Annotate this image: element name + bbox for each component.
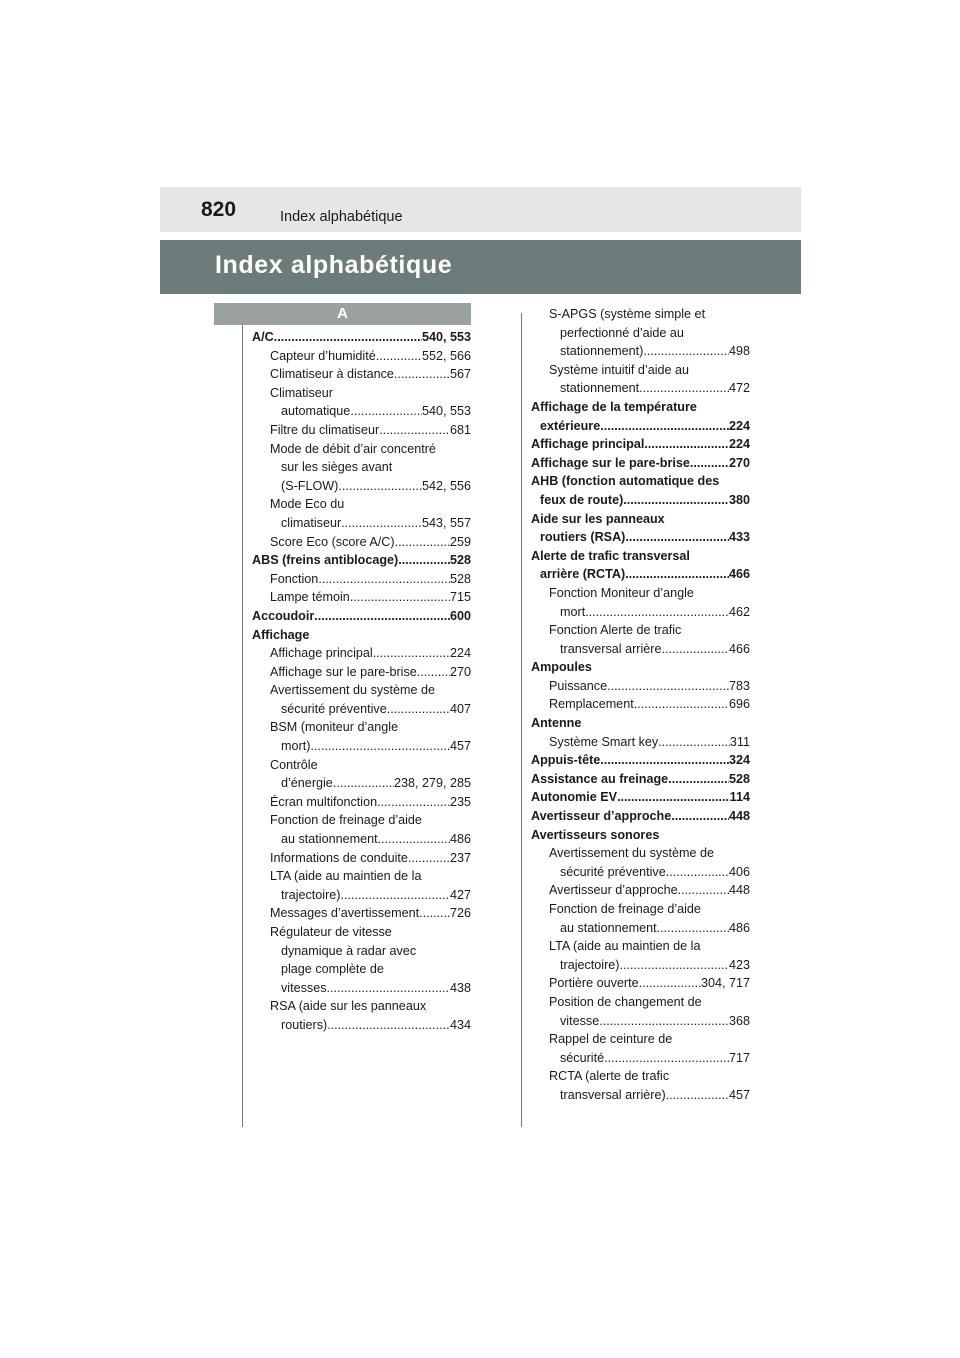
dot-leader [620, 956, 729, 975]
dot-leader [376, 347, 422, 366]
index-entry-main [252, 551, 471, 570]
index-entry-sub [252, 402, 471, 421]
entry-term: Climatiseur [270, 385, 333, 400]
index-entry-sub [531, 361, 750, 380]
entry-page-ref: 457 [449, 739, 471, 754]
index-entry-sub [531, 305, 750, 324]
index-column-right [531, 305, 750, 1105]
entry-term: Fonction [270, 571, 319, 586]
index-entry-sub [252, 495, 471, 514]
entry-term: Puissance [549, 678, 608, 693]
dot-leader [377, 793, 450, 812]
entry-page-ref: 726 [449, 906, 471, 921]
index-entry-sub [252, 365, 471, 384]
index-entry-sub [252, 830, 471, 849]
entry-page-ref: 715 [449, 590, 471, 605]
entry-page-ref: 448 [728, 809, 750, 824]
dot-leader [378, 830, 450, 849]
entry-page-ref: 528 [728, 771, 750, 786]
index-entry-main [531, 510, 750, 529]
entry-page-ref: 466 [728, 567, 750, 582]
entry-term: trajectoire) [560, 957, 620, 972]
dot-leader [599, 1012, 729, 1031]
index-entry-main [531, 658, 750, 677]
letter-heading: A [214, 303, 471, 325]
header-section-title: Index alphabétique [280, 209, 403, 225]
entry-term: ABS (freins antiblocage) [252, 553, 399, 568]
page-title: Index alphabétique [215, 251, 453, 279]
entry-term: Portière ouverte [549, 976, 639, 991]
entry-term: Fonction de freinage d’aide [549, 902, 701, 916]
entry-term: Avertissement du système de [270, 683, 435, 698]
entry-page-ref: 783 [728, 678, 750, 693]
entry-page-ref: 457 [728, 1087, 750, 1102]
entry-term: sécurité préventive [560, 864, 666, 879]
entry-term: Affichage de la température [531, 399, 697, 414]
dot-leader [625, 565, 729, 584]
dot-leader [327, 1016, 450, 1035]
dot-leader [690, 454, 729, 473]
index-entry-sub [531, 621, 750, 640]
index-entry-sub [252, 644, 471, 663]
entry-page-ref: 486 [728, 920, 750, 935]
dot-leader [387, 700, 450, 719]
entry-term: routiers) [281, 1017, 328, 1032]
entry-term: sécurité préventive [281, 701, 387, 716]
index-entry-sub [531, 956, 750, 975]
dot-leader [600, 417, 729, 436]
entry-page-ref: 448 [728, 883, 750, 898]
index-entry-sub [531, 324, 750, 343]
entry-term: Avertisseurs sonores [531, 827, 660, 842]
index-entry-sub [252, 793, 471, 812]
dot-leader [341, 514, 422, 533]
column-divider-right [521, 313, 522, 1127]
dot-leader [644, 435, 729, 454]
entry-term: perfectionné d’aide au [560, 325, 684, 340]
dot-leader [661, 640, 729, 659]
index-entry-main [531, 565, 750, 584]
entry-page-ref: 540, 553 [421, 404, 471, 419]
entry-term: mort) [281, 739, 311, 754]
index-entry-main [531, 770, 750, 789]
entry-term: Système Smart key [549, 734, 659, 749]
index-entry-sub [252, 997, 471, 1016]
index-entry-sub [531, 993, 750, 1012]
dot-leader [318, 570, 450, 589]
entry-page-ref: 540, 553 [421, 330, 471, 344]
entry-page-ref: 368 [728, 1013, 750, 1028]
entry-term: Système intuitif d’aide au [549, 362, 690, 377]
entry-term: Affichage [252, 627, 310, 642]
index-entry-sub [252, 700, 471, 719]
dot-leader [314, 607, 450, 626]
entry-term: Position de changement de [549, 994, 702, 1009]
entry-term: trajectoire) [281, 887, 341, 902]
entry-term: Lampe témoin [270, 590, 350, 605]
entry-term: Fonction Moniteur d’angle [549, 585, 694, 600]
entry-page-ref: 238, 279, 285 [393, 776, 471, 791]
dot-leader [327, 979, 450, 998]
entry-term: Autonomie EV [531, 790, 618, 805]
entry-term: S-APGS (système simple et [549, 307, 706, 321]
dot-leader [639, 379, 729, 398]
index-column-left [252, 328, 471, 1035]
index-entry-sub [531, 1049, 750, 1068]
index-entry-sub [252, 904, 471, 923]
dot-leader [379, 421, 450, 440]
index-entry-sub [252, 849, 471, 868]
index-entry-sub [252, 533, 471, 552]
entry-term: routiers (RSA) [540, 530, 626, 545]
entry-page-ref: 528 [449, 553, 471, 568]
entry-page-ref: 543, 557 [421, 515, 471, 530]
entry-term: Messages d’avertissement [270, 906, 420, 921]
index-entry-sub [531, 974, 750, 993]
entry-term: Filtre du climatiseur [270, 422, 380, 437]
dot-leader [398, 551, 450, 570]
dot-leader [671, 807, 729, 826]
index-entry-sub [531, 695, 750, 714]
entry-term: Climatiseur à distance [270, 367, 394, 382]
index-entry-sub [252, 681, 471, 700]
index-entry-sub [531, 584, 750, 603]
dot-leader [617, 788, 730, 807]
entry-page-ref: 466 [728, 641, 750, 656]
entry-page-ref: 552, 566 [421, 348, 471, 363]
index-entry-sub [252, 663, 471, 682]
entry-page-ref: 696 [728, 697, 750, 712]
dot-leader [417, 663, 450, 682]
index-entry-sub [252, 570, 471, 589]
entry-page-ref: 224 [728, 418, 750, 433]
index-entry-main [531, 417, 750, 436]
index-entry-sub [252, 774, 471, 793]
index-entry-sub [252, 756, 471, 775]
index-entry-sub [252, 514, 471, 533]
index-entry-main [252, 328, 471, 347]
entry-term: stationnement [560, 381, 640, 396]
entry-page-ref: 438 [449, 980, 471, 995]
entry-term: transversal arrière) [560, 1087, 666, 1102]
entry-page-ref: 311 [729, 734, 750, 749]
entry-page-ref: 224 [728, 437, 750, 452]
entry-term: Avertisseur d’approche [549, 883, 678, 898]
dot-leader [607, 677, 729, 696]
entry-term: Informations de conduite [270, 850, 408, 865]
index-entry-main [531, 714, 750, 733]
dot-leader [394, 365, 450, 384]
entry-page-ref: 472 [728, 381, 750, 396]
entry-page-ref: 528 [449, 571, 471, 586]
entry-page-ref: 567 [449, 367, 471, 382]
index-entry-sub [531, 1030, 750, 1049]
entry-term: Accoudoir [252, 608, 315, 623]
index-entry-main [252, 607, 471, 626]
dot-leader [625, 528, 729, 547]
entry-term: Écran multifonction [270, 794, 378, 809]
entry-page-ref: 486 [449, 832, 471, 847]
entry-page-ref: 406 [728, 864, 750, 879]
dot-leader [657, 919, 729, 938]
entry-term: Score Eco (score A/C) [270, 534, 395, 549]
index-entry-sub [531, 863, 750, 882]
index-entry-sub [531, 881, 750, 900]
index-entry-sub [252, 811, 471, 830]
index-entry-sub [531, 937, 750, 956]
page-number: 820 [201, 198, 237, 221]
entry-term: transversal arrière [560, 641, 662, 656]
entry-page-ref: 498 [728, 344, 750, 359]
entry-page-ref: 270 [449, 664, 471, 679]
entry-page-ref: 224 [449, 646, 471, 661]
dot-leader [408, 849, 450, 868]
entry-term: Régulateur de vitesse [270, 925, 392, 939]
entry-term: au stationnement [560, 920, 657, 935]
index-entry-sub [531, 844, 750, 863]
entry-term: stationnement) [560, 344, 644, 359]
entry-term: Aide sur les panneaux [531, 511, 665, 526]
entry-term: Affichage principal [531, 437, 645, 452]
dot-leader [643, 342, 729, 361]
entry-term: Affichage sur le pare-brise [531, 455, 690, 470]
index-entry-main [531, 398, 750, 417]
entry-page-ref: 434 [449, 1017, 471, 1032]
entry-term: plage complète de [281, 962, 384, 977]
entry-term: Rappel de ceinture de [549, 1032, 673, 1047]
dot-leader [350, 402, 422, 421]
index-entry-sub [252, 588, 471, 607]
entry-term: Ampoules [531, 660, 592, 675]
entry-term: Fonction de freinage d’aide [270, 813, 422, 828]
entry-page-ref: 235 [449, 794, 471, 809]
entry-term: Capteur d’humidité [270, 348, 376, 363]
dot-leader [373, 644, 450, 663]
entry-page-ref: 114 [729, 790, 750, 805]
index-entry-sub [531, 342, 750, 361]
entry-term: d’énergie [281, 776, 333, 791]
index-entry-main [531, 807, 750, 826]
entry-term: BSM (moniteur d’angle [270, 720, 399, 735]
entry-term: Alerte de trafic transversal [531, 548, 690, 563]
index-entry-sub [252, 458, 471, 477]
entry-page-ref: 681 [449, 422, 471, 437]
entry-page-ref: 270 [728, 455, 750, 470]
entry-page-ref: 462 [728, 604, 750, 619]
entry-page-ref: 237 [449, 850, 471, 865]
dot-leader [585, 603, 729, 622]
entry-term: A/C [252, 330, 274, 344]
index-entry-main [531, 751, 750, 770]
index-entry-sub [252, 1016, 471, 1035]
entry-term: feux de route) [540, 492, 624, 507]
index-entry-sub [531, 919, 750, 938]
entry-term: vitesse [560, 1013, 600, 1028]
dot-leader [678, 881, 729, 900]
dot-leader [634, 695, 729, 714]
entry-term: AHB (fonction automatique des [531, 474, 720, 489]
entry-term: Contrôle [270, 757, 318, 772]
entry-page-ref: 433 [728, 530, 750, 545]
index-entry-sub [252, 718, 471, 737]
dot-leader [419, 904, 450, 923]
header-band [160, 187, 801, 232]
entry-term: Avertisseur d’approche [531, 809, 672, 824]
index-entry-main [252, 626, 471, 645]
dot-leader [350, 588, 450, 607]
dot-leader [666, 1086, 729, 1105]
entry-term: extérieure [540, 418, 601, 433]
index-entry-sub [252, 347, 471, 366]
index-entry-sub [252, 384, 471, 403]
entry-term: vitesses [281, 980, 327, 995]
entry-term: RSA (aide sur les panneaux [270, 999, 427, 1014]
index-entry-main [531, 435, 750, 454]
index-entry-sub [531, 1086, 750, 1105]
entry-term: arrière (RCTA) [540, 567, 626, 582]
index-entry-sub [252, 979, 471, 998]
index-entry-sub [252, 737, 471, 756]
entry-page-ref: 717 [728, 1050, 750, 1065]
dot-leader [623, 491, 729, 510]
entry-term: Affichage principal [270, 646, 373, 661]
index-entry-main [531, 826, 750, 845]
entry-term: LTA (aide au maintien de la [549, 939, 701, 954]
dot-leader [668, 770, 729, 789]
entry-page-ref: 423 [728, 957, 750, 972]
entry-term: Avertissement du système de [549, 846, 714, 861]
index-entry-sub [252, 421, 471, 440]
entry-page-ref: 600 [449, 608, 471, 623]
entry-term: (S-FLOW) [281, 478, 339, 493]
dot-leader [341, 886, 450, 905]
index-entry-sub [252, 923, 471, 942]
entry-term: Affichage sur le pare-brise [270, 664, 417, 679]
entry-page-ref: 380 [728, 492, 750, 507]
index-entry-sub [531, 640, 750, 659]
entry-term: climatiseur [281, 515, 342, 530]
dot-leader [310, 737, 450, 756]
dot-leader [338, 477, 422, 496]
entry-term: Mode Eco du [270, 497, 345, 512]
entry-page-ref: 304, 717 [700, 976, 750, 991]
index-entry-sub [531, 1012, 750, 1031]
entry-term: mort [560, 604, 586, 619]
entry-term: Fonction Alerte de trafic [549, 623, 682, 638]
entry-page-ref: 542, 556 [421, 478, 471, 493]
entry-page-ref: 259 [449, 534, 471, 549]
index-entry-sub [531, 677, 750, 696]
index-entry-sub [531, 1067, 750, 1086]
index-entry-sub [252, 477, 471, 496]
dot-leader [658, 733, 730, 752]
entry-page-ref: 427 [449, 887, 471, 902]
index-entry-sub [252, 942, 471, 961]
dot-leader [333, 774, 394, 793]
index-entry-sub [531, 900, 750, 919]
index-entry-main [531, 454, 750, 473]
entry-term: Antenne [531, 716, 582, 731]
entry-page-ref: 324 [728, 753, 750, 768]
index-entry-main [531, 472, 750, 491]
index-entry-sub [252, 960, 471, 979]
dot-leader [604, 1049, 729, 1068]
index-entry-sub [252, 886, 471, 905]
dot-leader [666, 863, 729, 882]
entry-term: au stationnement [281, 832, 378, 847]
entry-term: LTA (aide au maintien de la [270, 869, 422, 884]
entry-term: automatique [281, 404, 351, 419]
entry-term: Mode de débit d’air concentré [270, 441, 436, 456]
entry-term: dynamique à radar avec [281, 943, 417, 958]
dot-leader [395, 533, 450, 552]
index-entry-sub [252, 867, 471, 886]
index-entry-sub [531, 603, 750, 622]
index-entry-main [531, 788, 750, 807]
entry-term: Appuis-tête [531, 753, 601, 768]
entry-term: Remplacement [549, 697, 634, 712]
entry-term: RCTA (alerte de trafic [549, 1069, 670, 1084]
entry-term: sur les sièges avant [281, 460, 393, 475]
entry-term: sécurité [560, 1050, 605, 1065]
entry-term: Assistance au freinage [531, 771, 669, 786]
index-entry-main [531, 528, 750, 547]
dot-leader [600, 751, 729, 770]
dot-leader [274, 328, 422, 347]
index-entry-sub [531, 379, 750, 398]
dot-leader [639, 974, 701, 993]
index-entry-main [531, 491, 750, 510]
column-divider-left [242, 313, 243, 1127]
index-entry-sub [531, 733, 750, 752]
entry-page-ref: 407 [449, 701, 471, 716]
index-entry-sub [252, 440, 471, 459]
index-entry-main [531, 547, 750, 566]
